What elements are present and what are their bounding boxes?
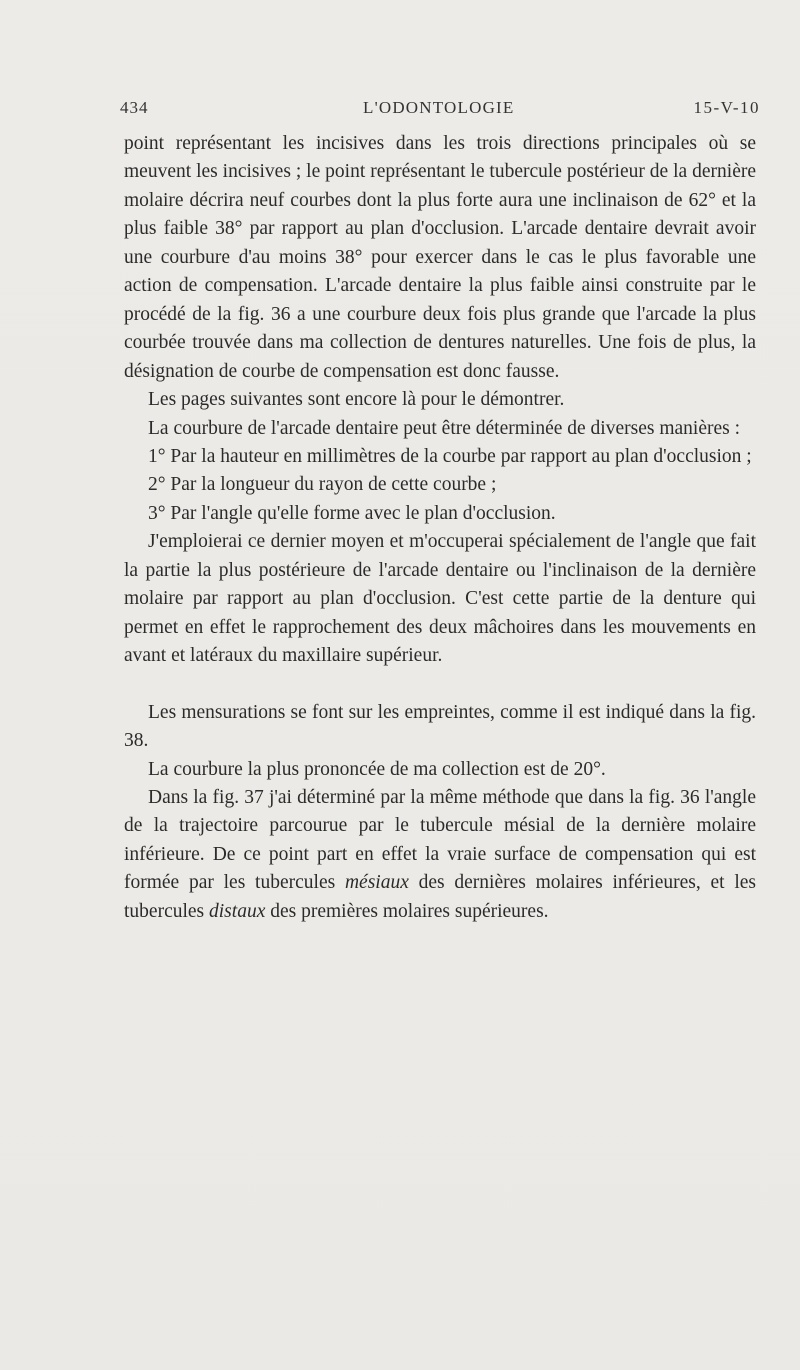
paragraph bbox=[124, 784, 756, 926]
paragraph: Les mensurations se font sur les empreintes, comme il est indiqué dans la fig. 38. bbox=[124, 701, 756, 752]
running-header bbox=[120, 98, 760, 122]
text-run: des premières molaires supérieures. bbox=[265, 900, 549, 922]
list-item: 3° Par l'angle qu'elle forme avec le plan d'occlusion. bbox=[148, 502, 556, 524]
italic-term: mésiaux bbox=[344, 872, 409, 894]
journal-title: L'ODONTOLOGIE bbox=[363, 98, 515, 117]
issue-date: 15-V-10 bbox=[693, 98, 760, 117]
list-item: 2° Par la longueur du rayon de cette courbe ; bbox=[148, 474, 497, 496]
page-number: 434 bbox=[120, 98, 149, 117]
paragraph: La courbure la plus prononcée de ma collection est de 20°. bbox=[148, 758, 606, 780]
list-item: 1° Par la hauteur en millimètres de la courbe par rapport au plan d'occlusion ; bbox=[148, 445, 752, 467]
body-text bbox=[124, 130, 756, 926]
paragraph: Les pages suivantes sont encore là pour le démontrer. bbox=[148, 389, 565, 411]
paragraph: J'emploierai ce dernier moyen et m'occuperai spécialement de l'angle que fait la partie la plus postérieure de l'arcade dentaire ou l'inclinaison de la dernière molaire par rapport au plan d'occlusion. C'est cette partie de la denture qui permet en effet le rapprochement des deux mâchoires dans les mouvements en avant et latéraux du maxillaire supérieur. bbox=[124, 531, 756, 667]
paragraph: point représentant les incisives dans les trois directions principales où se meuvent les incisives ; le point représentant le tubercule postérieur de la dernière molaire décrira neuf courbes dont la plus forte aura une inclinaison de 62° et la plus faible 38° par rapport au plan d'occlusion. L'arcade dentaire devrait avoir une courbure d'au moins 38° pour exercer dans le cas le plus favorable une action de compensation. L'arcade dentaire la plus faible ainsi construite par le procédé de la fig. 36 a une courbure deux fois plus grande que l'arcade la plus courbée trouvée dans ma collection de dentures naturelles. Une fois de plus, la désignation de courbe de compensation est donc fausse. bbox=[124, 133, 756, 382]
italic-term: distaux bbox=[209, 900, 266, 922]
text-run: Dans la fig. 37 j'ai déterminé par la même méthode que dans la fig. 36 l'angle de la trajectoire parcourue par le tubercule mésial de la dernière molaire inférieure. De ce point part en effet la vraie surface de compensation qui est formée par les tubercules bbox=[124, 786, 756, 894]
text-run: des dernières molaires inférieures, et les tubercules bbox=[124, 872, 756, 922]
paragraph: La courbure de l'arcade dentaire peut être déterminée de diverses manières : bbox=[148, 417, 740, 439]
